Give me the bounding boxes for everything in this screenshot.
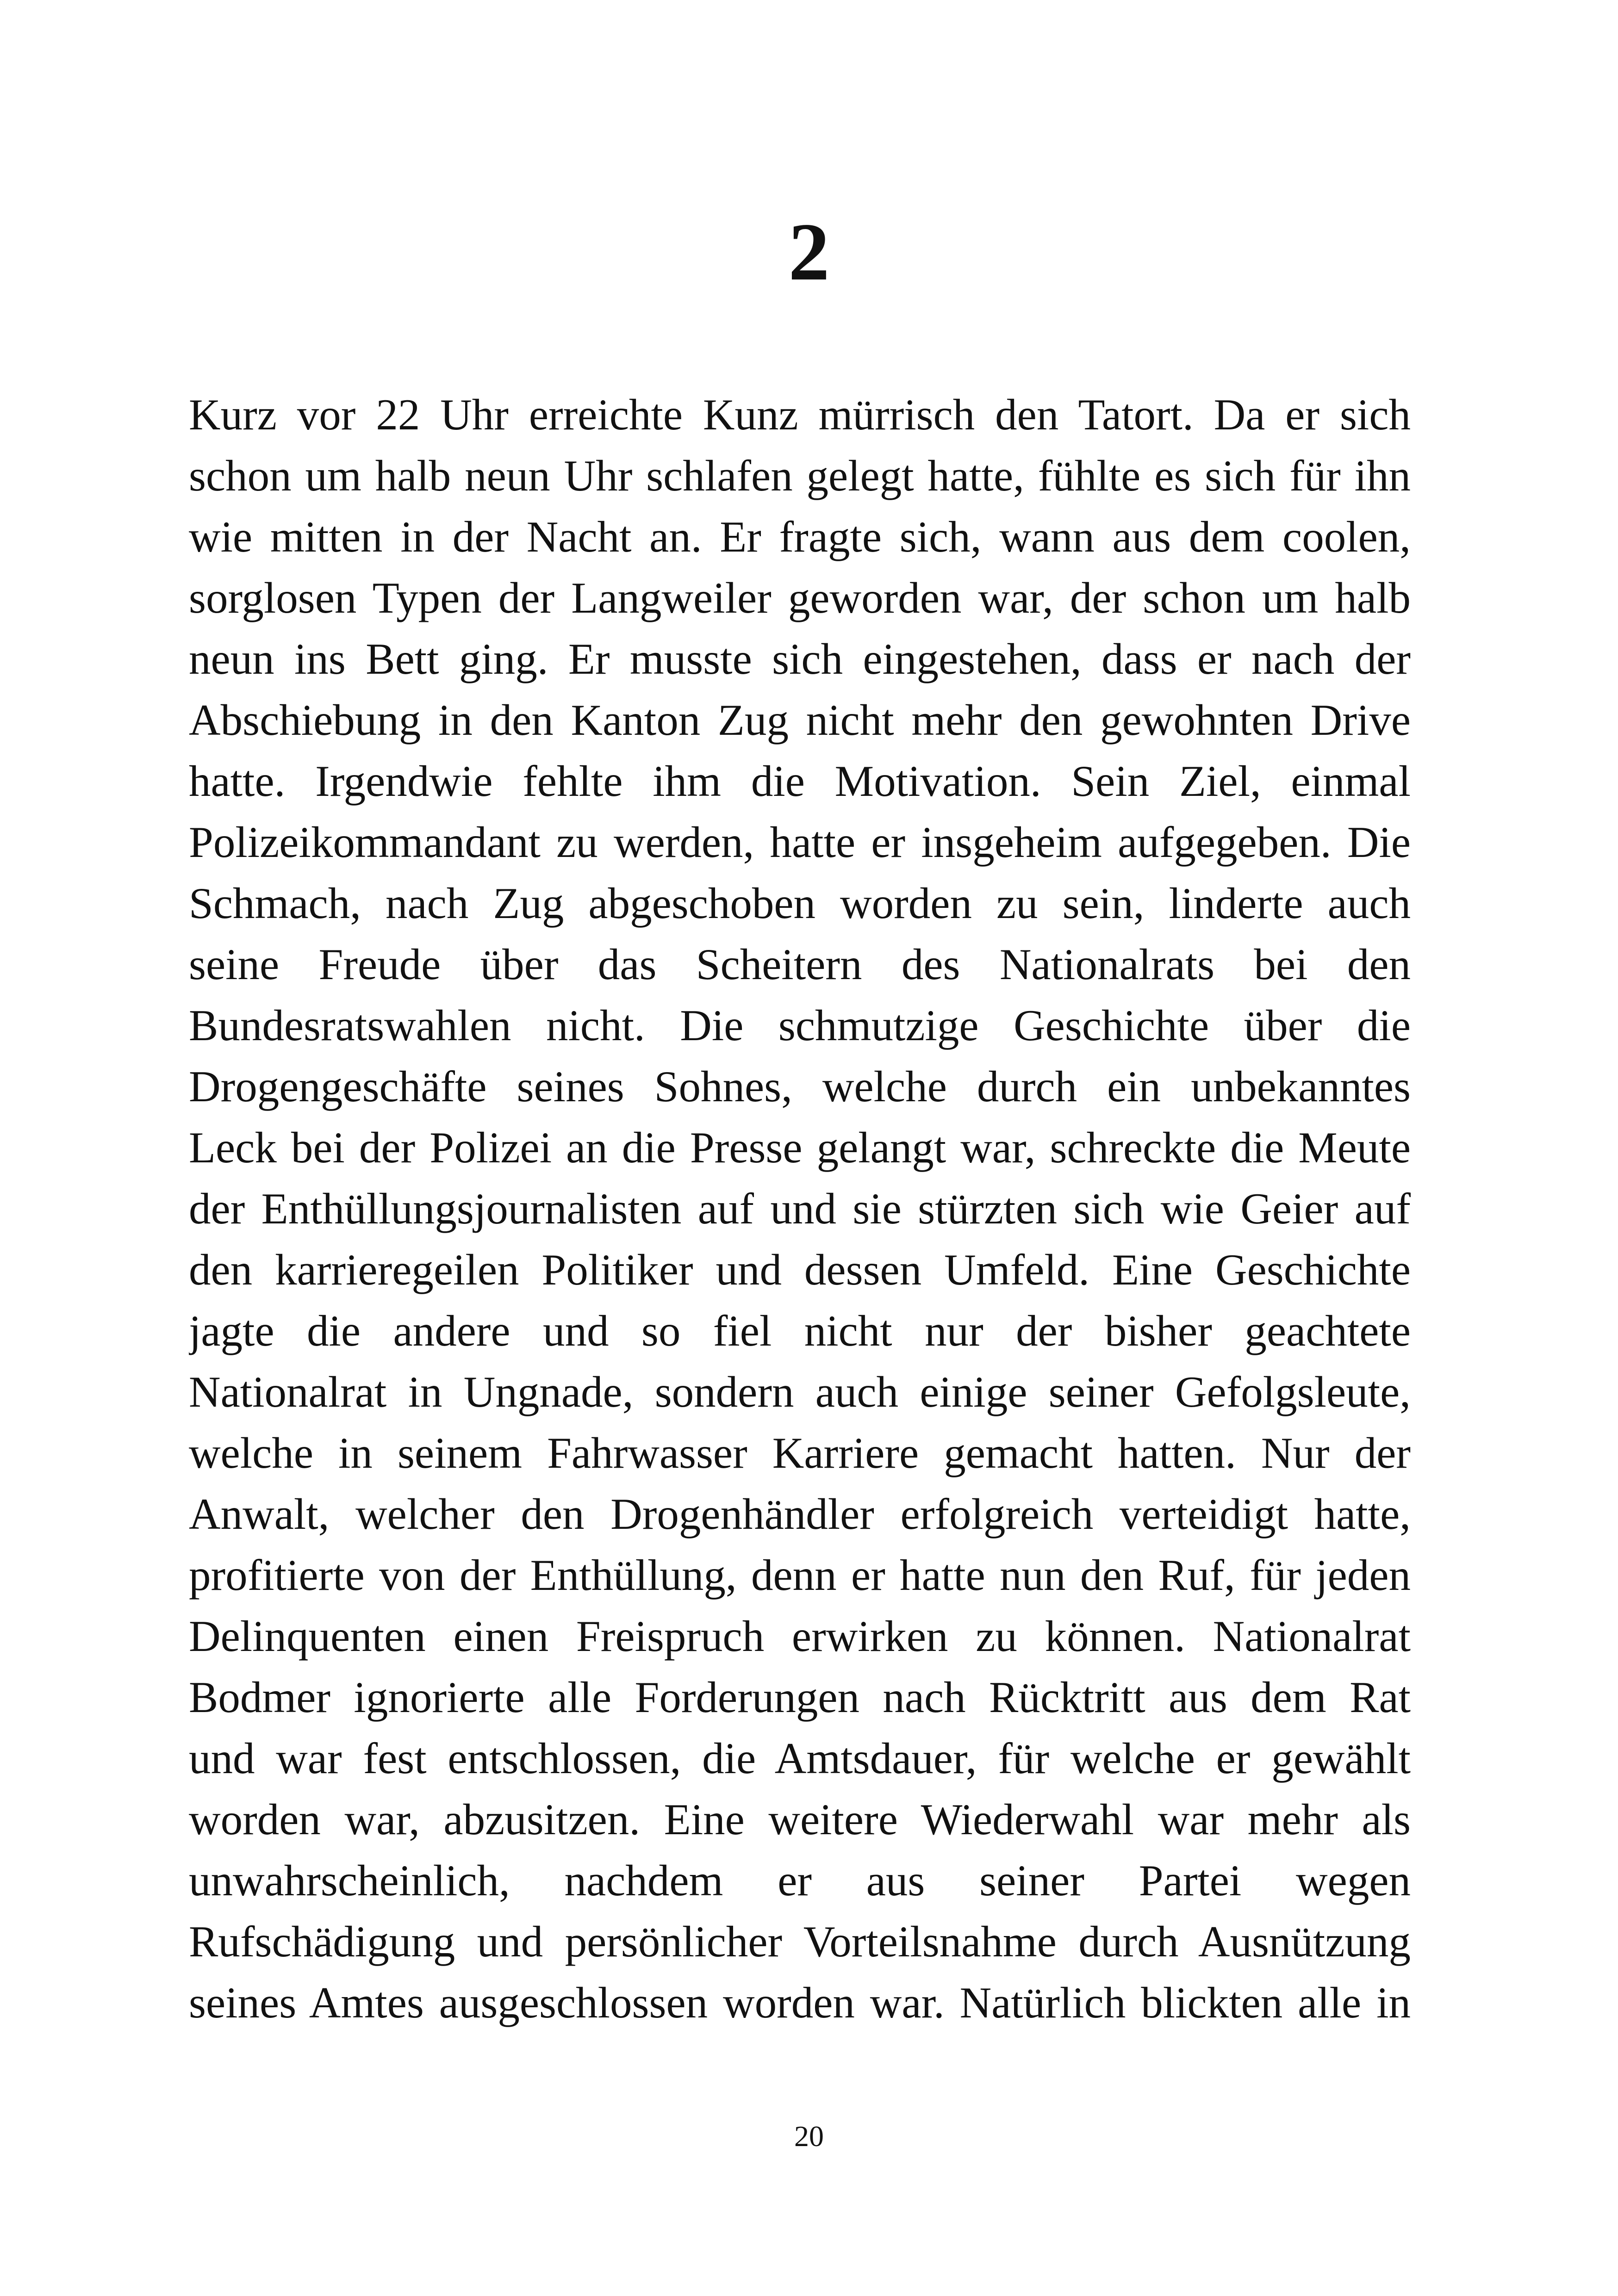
text-line: und war fest entschlossen, die Amtsdauer, für welche er gewählt bbox=[189, 1734, 1411, 1783]
text-line: schon um halb neun Uhr schlafen gelegt hatte, fühlte es sich für ihn bbox=[189, 451, 1411, 500]
text-line: seine Freude über das Scheitern des Nationalrats bei den bbox=[189, 940, 1411, 989]
text-line: unwahrscheinlich, nachdem er aus seiner Partei wegen bbox=[189, 1856, 1411, 1905]
text-line: Kurz vor 22 Uhr erreichte Kunz mürrisch den Tatort. Da er sich bbox=[189, 390, 1411, 439]
text-line: Nationalrat in Ungnade, sondern auch einige seiner Gefolgsleute, bbox=[189, 1367, 1411, 1416]
text-line: Leck bei der Polizei an die Presse gelangt war, schreckte die Meute bbox=[189, 1123, 1411, 1172]
text-line: Bodmer ignorierte alle Forderungen nach Rücktritt aus dem Rat bbox=[189, 1673, 1411, 1722]
text-line: welche in seinem Fahrwasser Karriere gemacht hatten. Nur der bbox=[189, 1428, 1411, 1477]
text-line: Polizeikommandant zu werden, hatte er insgeheim aufgegeben. Die bbox=[189, 818, 1411, 867]
text-line: Drogengeschäfte seines Sohnes, welche durch ein unbekanntes bbox=[189, 1062, 1411, 1111]
text-line: jagte die andere und so fiel nicht nur der bisher geachtete bbox=[189, 1306, 1411, 1355]
text-line: sorglosen Typen der Langweiler geworden war, der schon um halb bbox=[189, 573, 1411, 622]
text-line: hatte. Irgendwie fehlte ihm die Motivation. Sein Ziel, einmal bbox=[189, 757, 1411, 806]
text-line: Schmach, nach Zug abgeschoben worden zu sein, linderte auch bbox=[189, 879, 1411, 928]
text-line: Abschiebung in den Kanton Zug nicht mehr den gewohnten Drive bbox=[189, 695, 1411, 745]
page-number: 20 bbox=[794, 2120, 824, 2153]
text-line: der Enthüllungsjournalisten auf und sie stürzten sich wie Geier auf bbox=[189, 1184, 1411, 1233]
text-line: Delinquenten einen Freispruch erwirken zu können. Nationalrat bbox=[189, 1612, 1411, 1661]
text-line: worden war, abzusitzen. Eine weitere Wiederwahl war mehr als bbox=[189, 1795, 1411, 1844]
text-line: profitierte von der Enthüllung, denn er hatte nun den Ruf, für jeden bbox=[189, 1551, 1411, 1600]
text-line: den karrieregeilen Politiker und dessen Umfeld. Eine Geschichte bbox=[189, 1245, 1411, 1294]
chapter-number: 2 bbox=[788, 206, 830, 298]
text-line: Bundesratswahlen nicht. Die schmutzige Geschichte über die bbox=[189, 1001, 1411, 1050]
text-line: wie mitten in der Nacht an. Er fragte sich, wann aus dem coolen, bbox=[189, 512, 1411, 561]
text-line: Anwalt, welcher den Drogenhändler erfolgreich verteidigt hatte, bbox=[189, 1489, 1411, 1539]
text-line: neun ins Bett ging. Er musste sich eingestehen, dass er nach der bbox=[189, 634, 1411, 683]
text-line: Rufschädigung und persönlicher Vorteilsnahme durch Ausnützung bbox=[189, 1917, 1411, 1966]
text-line: seines Amtes ausgeschlossen worden war. Natürlich blickten alle in bbox=[189, 1978, 1411, 2027]
body-paragraph bbox=[189, 384, 1411, 2033]
